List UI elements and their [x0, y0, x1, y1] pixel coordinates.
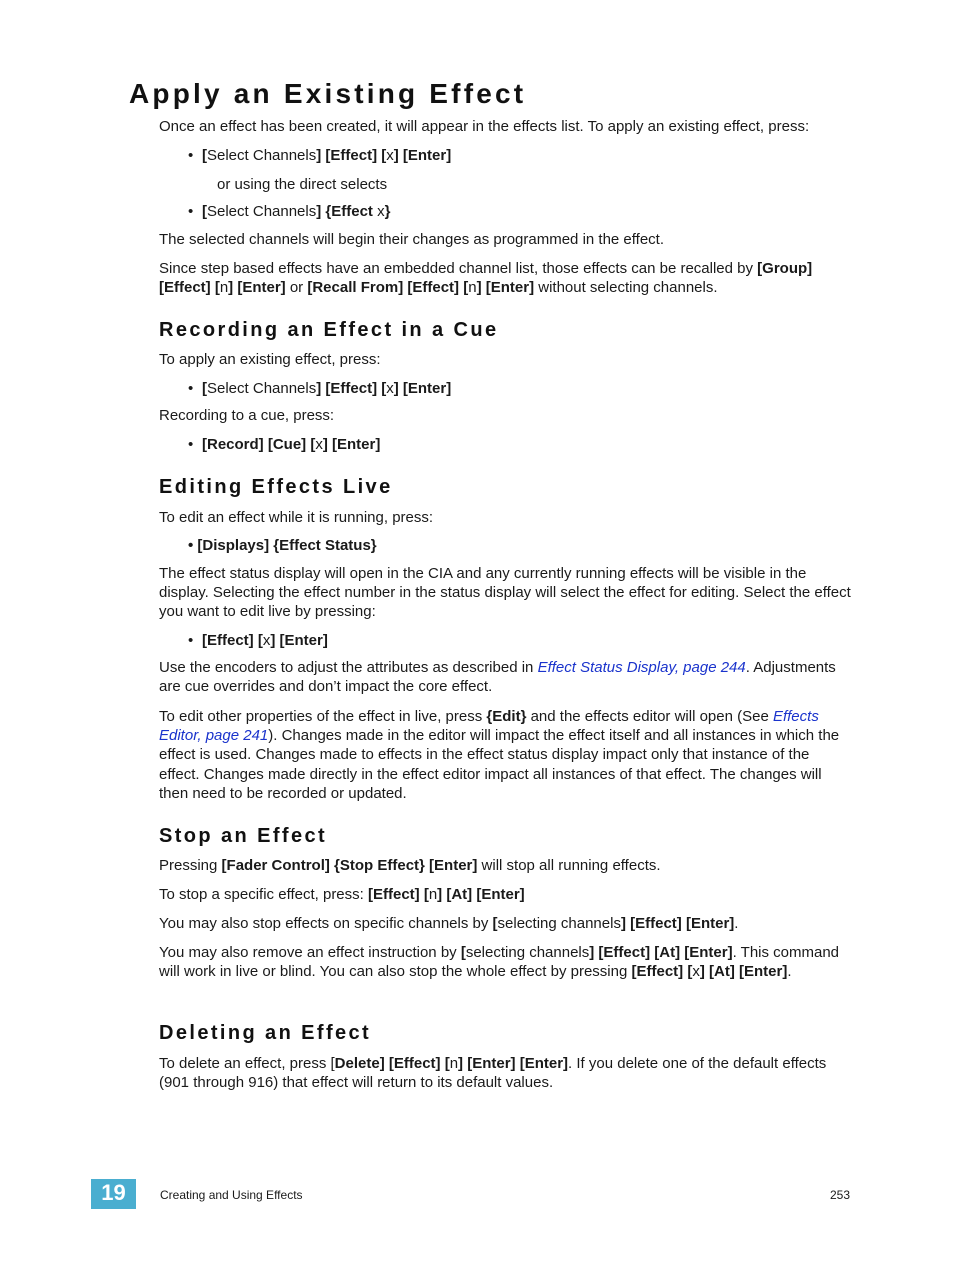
- stop-all-paragraph: Pressing [Fader Control] {Stop Effect} [Enter] will stop all running effects.: [159, 857, 661, 874]
- direct-selects-note: or using the direct selects: [217, 176, 388, 193]
- encoders-paragraph: Use the encoders to adjust the attributes as described in Effect Status Display, page 244. Adjustments are cue overrides and don’t impact the core effect.: [159, 659, 836, 696]
- stop-specific-paragraph: To stop a specific effect, press: [Effect] [n] [At] [Enter]: [159, 886, 525, 903]
- list-item: • [Select Channels] [Effect] [x] [Enter]: [188, 147, 452, 164]
- intro-paragraph: Once an effect has been created, it will appear in the effects list. To apply an existing effect, press:: [159, 118, 810, 135]
- status-display-paragraph: The effect status display will open in the CIA and any currently running effects will be visible in the display. Selecting the effect number in the status display will select the effect for editing. Select the effect you want to edit live by pressing:: [159, 565, 851, 621]
- page-number: 253: [830, 1188, 851, 1202]
- editing-intro: To edit an effect while it is running, press:: [159, 509, 434, 526]
- section-heading-stop: Stop an Effect: [159, 825, 328, 847]
- step-based-paragraph: Since step based effects have an embedded channel list, those effects can be recalled by [Group] [Effect] [n] [Enter] or [Recall From] [Effect] [n] [Enter] without selecting channels.: [159, 260, 813, 297]
- stop-channels-paragraph: You may also stop effects on specific channels by [selecting channels] [Effect] [Enter].: [159, 915, 739, 932]
- list-item: • [Select Channels] [Effect] [x] [Enter]: [188, 380, 452, 397]
- list-item: • [Select Channels] {Effect x}: [188, 203, 391, 220]
- remove-instruction-paragraph: You may also remove an effect instruction by [selecting channels] [Effect] [At] [Enter]. This command will work in live or blind. You can also stop the whole effect by pressing [Effect] [x] [At] [Enter].: [159, 944, 840, 981]
- selected-channels-paragraph: The selected channels will begin their changes as programmed in the effect.: [159, 231, 665, 248]
- page-title: Apply an Existing Effect: [129, 78, 527, 109]
- list-item: • [Displays] {Effect Status}: [188, 537, 377, 554]
- edit-properties-paragraph: To edit other properties of the effect in live, press {Edit} and the effects editor will open (See Effects Editor, page 241). Changes made in the editor will impact the effect itself and all instances in which the effect is used. Changes made to effects in the effect status display impact only that instance of the effect. Changes made directly in the effect editor impact all instances of that effect. The changes will then need to be recorded or updated.: [159, 708, 840, 802]
- list-item: • [Effect] [x] [Enter]: [188, 632, 328, 649]
- recording-to-cue: Recording to a cue, press:: [159, 407, 335, 424]
- section-heading-editing: Editing Effects Live: [159, 476, 393, 498]
- effects-editor-link[interactable]: Effects Editor, page 241: [159, 708, 819, 745]
- recording-intro: To apply an existing effect, press:: [159, 351, 381, 368]
- section-heading-deleting: Deleting an Effect: [159, 1022, 372, 1044]
- chapter-number-badge: 19: [91, 1179, 136, 1209]
- list-item: • [Record] [Cue] [x] [Enter]: [188, 436, 381, 453]
- section-heading-recording: Recording an Effect in a Cue: [159, 319, 499, 341]
- footer-section-title: Creating and Using Effects: [160, 1188, 303, 1202]
- effect-status-display-link[interactable]: Effect Status Display, page 244: [537, 659, 746, 676]
- delete-paragraph: To delete an effect, press [Delete] [Effect] [n] [Enter] [Enter]. If you delete one of the default effects (901 through 916) that effect will return to its default values.: [159, 1055, 827, 1092]
